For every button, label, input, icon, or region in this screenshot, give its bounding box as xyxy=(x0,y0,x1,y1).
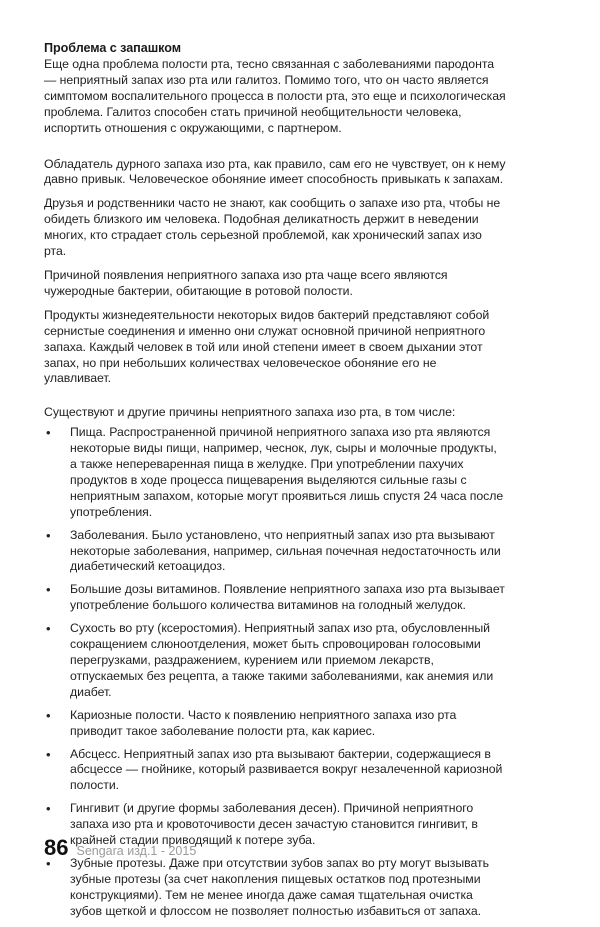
list-item-food xyxy=(44,425,506,520)
list-item-text: Кариозные полости. Часто к появлению неприятного запаха изо рта приводит такое заболевание полости рта, как кариес. xyxy=(70,707,457,738)
list-item-vitamins xyxy=(44,582,506,614)
page-footer xyxy=(44,836,196,862)
bullet-icon: • xyxy=(46,746,51,762)
bullet-icon: • xyxy=(46,707,51,723)
paragraph-sulfur-compounds: Продукты жизнедеятельности некоторых видов бактерий представляют собой сернистые соединения и именно они служат основной причиной неприятного запаха. Каждый человек в той или иной степени имеет в своем дыхании этот запах, но при небольших количествах человеческое обоняние его не улавливает. xyxy=(44,307,490,386)
bullet-icon: • xyxy=(46,582,51,598)
bullet-icon: • xyxy=(46,527,51,543)
bullet-icon: • xyxy=(46,621,51,637)
list-item-abscess xyxy=(44,747,506,795)
article-body xyxy=(44,40,506,927)
list-item-text: Сухость во рту (ксеростомия). Неприятный запах изо рта, обусловленный сокращением слюноотделения, может быть спровоцирован голосовыми перегрузками, раздражением, курением или приемом лекарств, отпускаемых без рецепта, а также такими заболеваниями, как анемия или диабет. xyxy=(70,621,494,699)
bullet-icon: • xyxy=(46,855,51,871)
list-item-caries xyxy=(44,708,506,740)
page-number: 86 xyxy=(44,835,69,860)
list-item-text: Заболевания. Было установлено, что неприятный запах изо рта вызывают некоторые заболевания, например, сильная почечная недостаточность или диабетический кетоацидоз. xyxy=(70,527,501,574)
list-item-text: Пища. Распространенной причиной неприятного запаха изо рта являются некоторые виды пищи, например, чеснок, лук, сыры и молочные продукты, а также непереваренная пища в желудке. При употреблении пахучих продуктов в ходе процесса пищеварения выделяются сильные газы с неприятным запахом, которые могут проявиться лишь спустя 24 часа после употребления. xyxy=(70,425,504,519)
list-item-text: Зубные протезы. Даже при отсутствии зубов запах во рту могут вызывать зубные протезы (за счет накопления пищевых остатков под протезными конструкциями). Тем не менее иногда даже самая тщательная очистка зубов щеткой и флоссом не позволяет полностью избавиться от запаха. xyxy=(70,855,489,918)
list-item-dentures xyxy=(44,856,506,920)
bullet-icon: • xyxy=(46,801,51,817)
publication-label: Sengara изд.1 - 2015 xyxy=(76,844,197,858)
list-item-text: Гингивит (и другие формы заболевания десен). Причиной неприятного запаха изо рта и кровоточивости десен зачастую становится гингивит, в крайней стадии приводящий к потере зуба. xyxy=(70,801,478,848)
list-item-text: Абсцесс. Неприятный запах изо рта вызывают бактерии, содержащиеся в абсцессе — гнойнике, который развивается вокруг незалеченной кариозной полости. xyxy=(70,746,503,793)
list-item-text: Большие дозы витаминов. Появление неприятного запаха изо рта вызывает употребление большого количества витаминов на голодный желудок. xyxy=(70,582,505,613)
paragraph-bacteria-cause: Причиной появления неприятного запаха изо рта чаще всего являются чужеродные бактерии, обитающие в ротовой полости. xyxy=(44,267,448,298)
bullet-icon: • xyxy=(46,425,51,441)
paragraph-friends-relatives: Друзья и родственники часто не знают, как сообщить о запахе изо рта, чтобы не обидеть близкого им человека. Подобная деликатность держит в неведении многих, кто страдает столь серьезной проблемой, как хронический запах изо рта. xyxy=(44,196,501,259)
paragraph-intro: Еще одна проблема полости рта, тесно связанная с заболеваниями пародонта — неприятный запах изо рта или галитоз. Помимо того, что он часто является симптомом воспалительного процесса в полости рта, это еще и психологическая проблема. Галитоз способен стать причиной необщительности человека, испортить отношения с окружающими, с партнером. xyxy=(44,57,506,135)
list-item-diseases xyxy=(44,528,506,576)
section-heading: Проблема с запашком xyxy=(44,41,181,55)
list-intro: Существуют и другие причины неприятного запаха изо рта, в том числе: xyxy=(44,405,456,420)
list-item-dry-mouth xyxy=(44,621,506,701)
paragraph-smell-habituation: Обладатель дурного запаха изо рта, как правило, сам его не чувствует, он к нему давно привык. Человеческое обоняние имеет способность привыкать к запахам. xyxy=(44,156,506,187)
